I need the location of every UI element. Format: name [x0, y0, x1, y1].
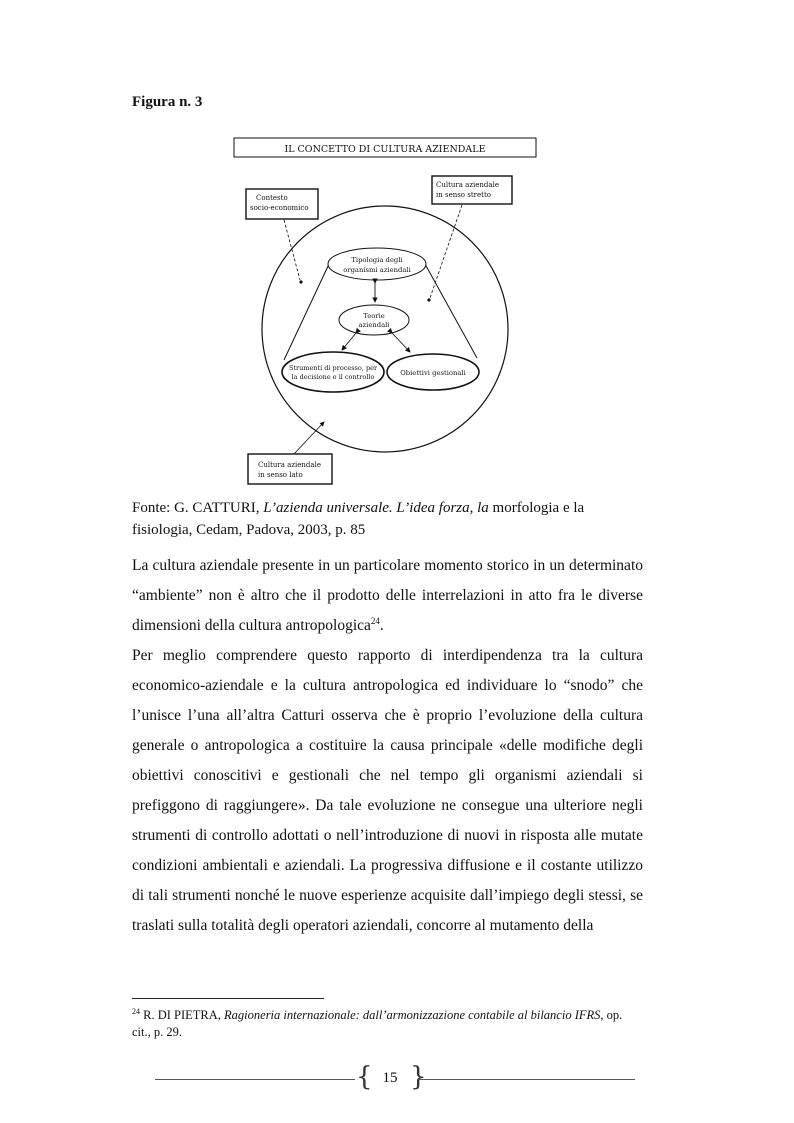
theories-node [339, 305, 409, 335]
triangle-left [284, 264, 329, 360]
footnote-divider [132, 998, 324, 999]
triangle-right [425, 264, 477, 358]
tools-node [282, 352, 384, 392]
context-arrow [284, 220, 300, 280]
footer-brace-left: { [356, 1062, 373, 1092]
culture-concept-diagram [226, 132, 546, 492]
footnote-title: Ragioneria internazionale: dall’armonizzazione contabile al bilancio IFRS [224, 1008, 601, 1022]
typology-label-2: organismi aziendali [343, 266, 411, 274]
strict-culture-label-2: in senso stretto [436, 191, 491, 199]
footnote-author: R. DI PIETRA, [140, 1008, 225, 1022]
paragraph-2: Per meglio comprendere questo rapporto di interdipendenza tra la cultura economico-aziendale e la cultura antropologica ed individuare lo “snodo” che l’unisce l’una all’altra Catturi osserva che è proprio l’evoluzione della cultura generale o antropologica a costituire la causa principale «delle modifiche degli obiettivi conoscitivi e gestionali che nel tempo gli organismi aziendali si prefiggono di raggiungere». Da tale evoluzione ne consegue una ulteriore negli strumenti di controllo adottati o nell’introduzione di nuovi in risposta alle mutate condizioni ambientali e aziendali. La progressiva diffusione e il costante utilizzo di tali strumenti nonché le nuove esperienze acquisite dall’impiego degli stessi, se traslati sulla totalità degli operatori aziendali, concorre al mutamento della [132, 647, 643, 934]
paragraph-1-end: . [379, 617, 384, 634]
footnote [132, 1007, 643, 1041]
typology-node [328, 248, 426, 280]
footnote-rest: , op. cit., p. 29. [132, 1008, 623, 1039]
context-box-label-1: Contesto [256, 194, 288, 202]
theories-objectives-arrow [392, 333, 410, 352]
tools-label-2: la decisione e il controllo [291, 373, 375, 381]
context-arrow-dot [299, 280, 302, 283]
figure-label: Figura n. 3 [132, 94, 203, 110]
objectives-label: Obiettivi gestionali [400, 369, 466, 377]
context-box-label-2: socio-economico [250, 204, 309, 212]
broad-culture-label-2: in senso lato [258, 471, 303, 479]
paragraph-1 [132, 551, 643, 641]
source-title: L’azienda universale. L’idea forza, la [263, 500, 489, 516]
body-text [132, 551, 643, 941]
footnote-number: 24 [132, 1006, 140, 1016]
tools-label-1: Strumenti di processo, per [288, 364, 378, 372]
paragraph-1-text: La cultura aziendale presente in un particolare momento storico in un determinato “ambiente” non è altro che il prodotto delle interrelazioni in atto fra le diverse dimensioni della cultura antropologica [132, 557, 643, 634]
strict-culture-label-1: Cultura aziendale [436, 181, 499, 189]
footnote-ref[interactable]: 24 [370, 615, 380, 626]
strict-culture-arrow-dot [427, 298, 430, 301]
broad-culture-label-1: Cultura aziendale [258, 461, 321, 469]
broad-culture-arrow [294, 422, 324, 454]
footer-line-right [417, 1079, 635, 1080]
theories-label-1: Teorie [363, 312, 385, 320]
broad-culture-box [248, 454, 332, 484]
diagram-title: IL CONCETTO DI CULTURA AZIENDALE [284, 144, 486, 155]
typology-label-1: Tipologia degli [351, 256, 403, 264]
source-prefix: Fonte: G. CATTURI, [132, 500, 264, 516]
source-suffix: morfologia e la fisiologia, Cedam, Padova, 2003, p. 85 [132, 500, 585, 538]
theories-label-2: aziendali [358, 321, 390, 329]
strict-culture-arrow [430, 205, 462, 298]
figure-source [132, 497, 632, 541]
footer-line-left [155, 1079, 355, 1080]
page-number: 15 [382, 1070, 398, 1086]
theories-tools-arrow [342, 333, 356, 350]
page-footer [155, 1064, 635, 1094]
footer-brace-right: } [410, 1062, 427, 1092]
